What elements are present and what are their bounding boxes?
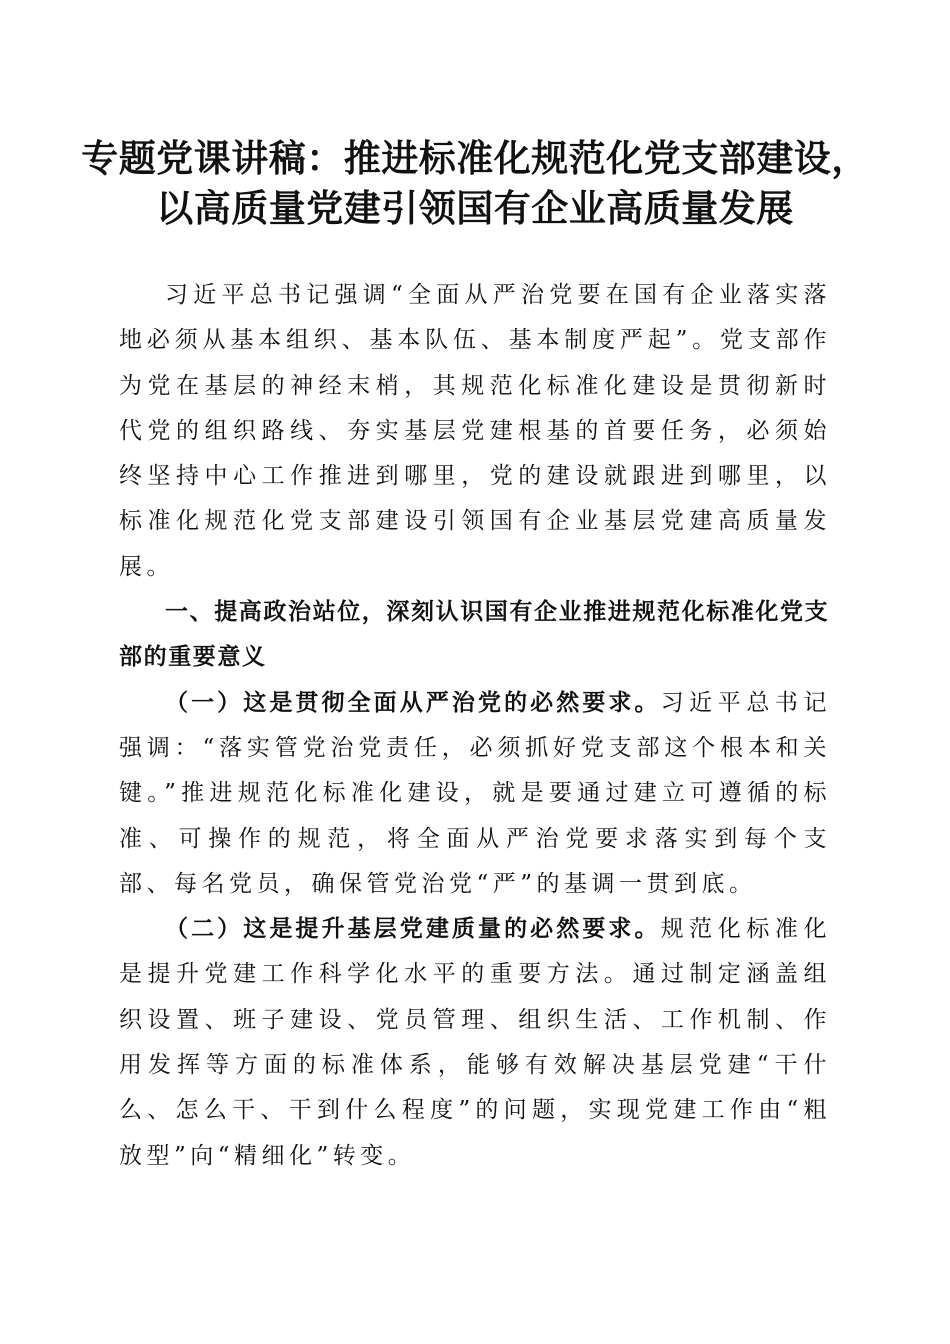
point-1-lead: （一）这是贯彻全面从严治党的必然要求。: [165, 689, 661, 716]
section-1-heading: 一、提高政治站位，深刻认识国有企业推进规范化标准化党支部的重要意义: [119, 599, 830, 671]
title-line-2: 以高质量党建引领国有企业高质量发展: [156, 186, 794, 230]
intro-paragraph: 习近平总书记强调“全面从严治党要在国有企业落实落地必须从基本组织、基本队伍、基本制度严起”。党支部作为党在基层的神经末梢，其规范化标准化建设是贯彻新时代党的组织路线、夯实基层党建根基的首要任务，必须始终坚持中心工作推进到哪里，党的建设就跟进到哪里，以标准化规范化党支部建设引领国有企业基层党建高质量发展。: [119, 282, 831, 580]
document-title: [0, 133, 950, 233]
point-1-body: 习近平总书记强调：“落实管党治党责任，必须抓好党支部这个根本和关键。”推进规范化标准化建设，就是要通过建立可遵循的标准、可操作的规范，将全面从严治党要求落实到每个支部、每名党员，确保管党治党“严”的基调一贯到底。: [119, 689, 832, 897]
point-1-paragraph: [119, 681, 831, 907]
document-body: [119, 273, 831, 1179]
point-2-body: 规范化标准化是提升党建工作科学化水平的重要方法。通过制定涵盖组织设置、班子建设、党员管理、组织生活、工作机制、作用发挥等方面的标准体系，能够有效解决基层党建“干什么、怎么干、干到什么程度”的问题，实现党建工作由“粗放型”向“精细化”转变。: [119, 916, 832, 1169]
point-2-lead: （二）这是提升基层党建质量的必然要求。: [165, 916, 661, 943]
point-2-paragraph: [119, 907, 831, 1179]
title-line-1: 专题党课讲稿：推进标准化规范化党支部建设，: [81, 136, 869, 180]
